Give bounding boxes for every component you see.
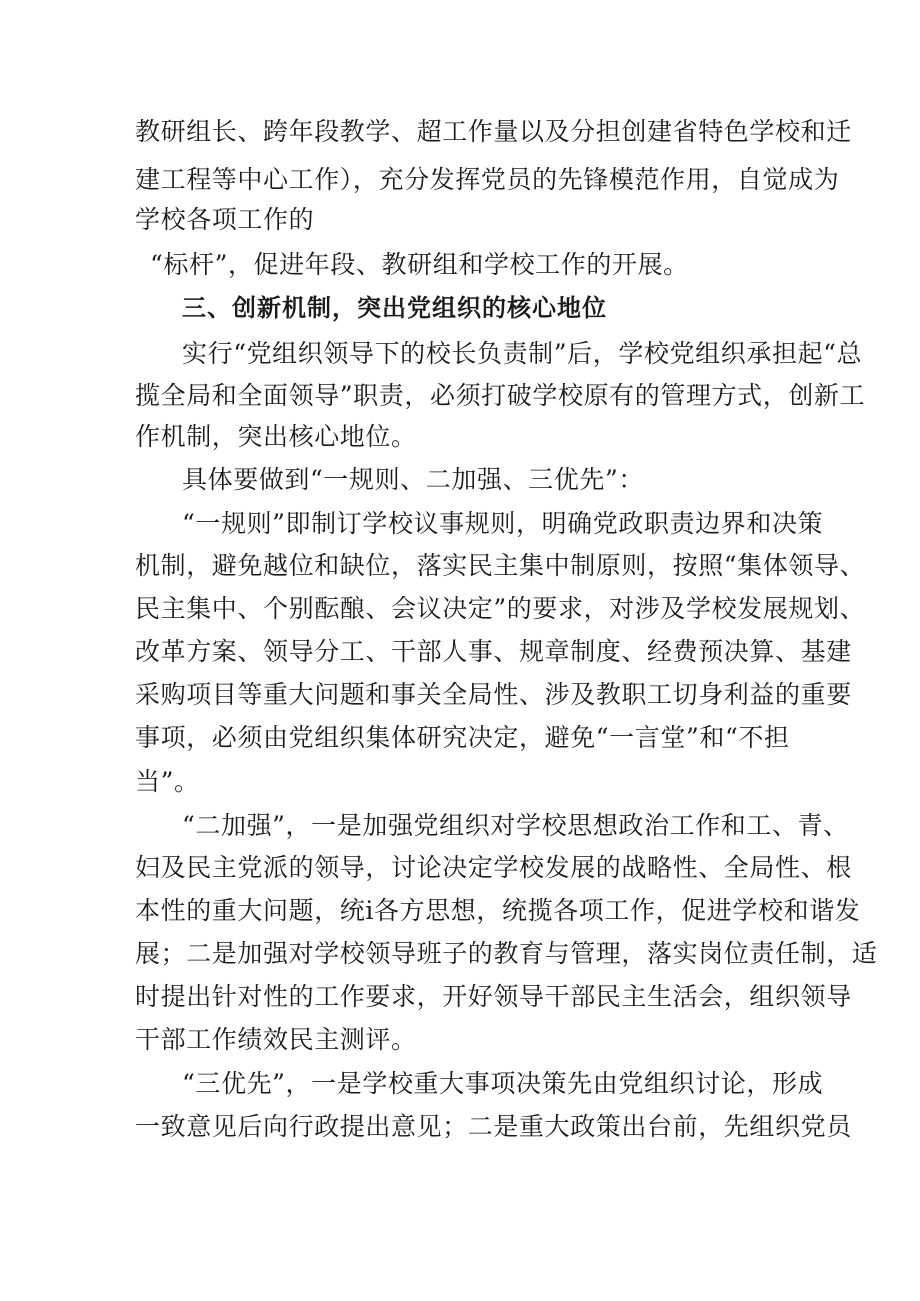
body-text-line: 一致意见后向行政提出意见；二是重大政策出台前，先组织党员 — [135, 1112, 852, 1141]
body-text-line: 学校各项工作的 — [135, 205, 315, 234]
body-text-line: “三优先”，一是学校重大事项决策先由党组织讨论，形成 — [182, 1069, 824, 1098]
body-text-line: 具体要做到“一规则、二加强、三优先”： — [182, 465, 644, 494]
body-text-line: 实行“党组织领导下的校长负责制”后，学校党组织承担起“总 — [182, 339, 863, 368]
body-text-line: 教研组长、跨年段教学、超工作量以及分担创建省特色学校和迁 — [135, 117, 852, 146]
body-text-line: 展；二是加强对学校领导班子的教育与管理，落实岗位责任制，适 — [135, 939, 878, 968]
body-text-line: “标杆”，促进年段、教研组和学校工作的开展。 — [150, 250, 689, 279]
body-text-line: 采购项目等重大问题和事关全局性、涉及教职工切身利益的重要 — [135, 680, 852, 709]
body-text-line: 民主集中、个别酝酿、会议决定”的要求，对涉及学校发展规划、 — [135, 594, 866, 623]
body-text-line: 揽全局和全面领导”职责，必须打破学校原有的管理方式，创新工 — [135, 381, 866, 410]
body-text-line: 改革方案、领导分工、干部人事、规章制度、经费预决算、基建 — [135, 637, 852, 666]
body-text-line: 机制，避免越位和缺位，落实民主集中制原则，按照“集体领导、 — [135, 551, 866, 580]
body-text-line: “一规则”即制订学校议事规则，明确党政职责边界和决策 — [182, 509, 824, 538]
body-text-line: 干部工作绩效民主测评。 — [135, 1025, 417, 1054]
body-text-line: 当”。 — [135, 767, 200, 796]
body-text-line: 事项，必须由党组织集体研究决定，避免“一言堂”和“不担 — [135, 723, 790, 752]
body-text-line: “二加强”，一是加强党组织对学校思想政治工作和工、青、 — [182, 811, 849, 840]
body-text-line: 建工程等中心工作），充分发挥党员的先锋模范作用，自觉成为 — [135, 165, 840, 194]
body-text-line: 妇及民主党派的领导，讨论决定学校发展的战略性、全局性、根 — [135, 853, 852, 882]
body-text-line: 时提出针对性的工作要求，开好领导干部民主生活会，组织领导 — [135, 982, 852, 1011]
body-text-line: 作机制，突出核心地位。 — [135, 422, 417, 451]
body-text-line: 本性的重大问题，统i各方思想，统揽各项工作，促进学校和谐发 — [135, 896, 861, 925]
section-heading: 三、创新机制，突出党组织的核心地位 — [182, 294, 607, 322]
